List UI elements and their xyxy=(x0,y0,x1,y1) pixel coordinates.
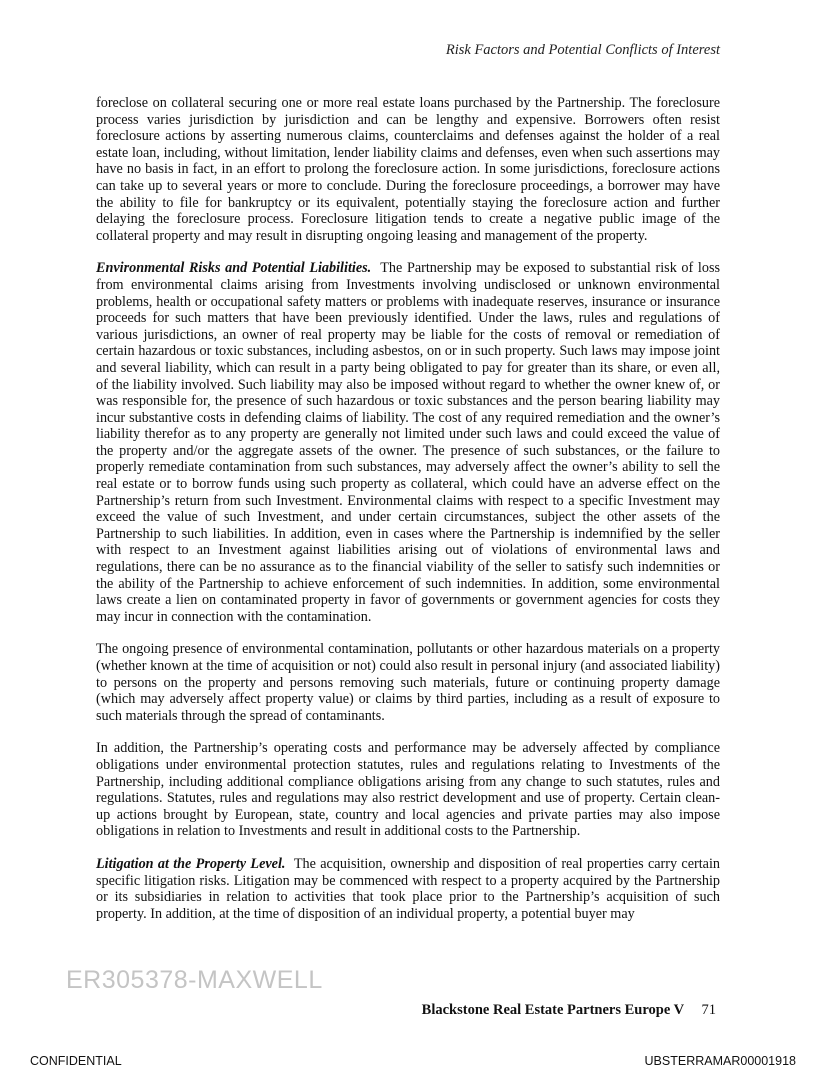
paragraph-text: The acquisition, ownership and disposition of real properties carry certain specific litigation risks. Litigation may be commenced with respect to a property acquired by the Partnership or its subsidiaries in relation to activities that took place prior to the Partnership’s acquisition of such property. In addition, at the time of disposition of an individual property, a potential buyer may xyxy=(96,855,720,922)
paragraph-text: The ongoing presence of environmental contamination, pollutants or other hazardous materials on a property (whether known at the time of acquisition or not) could also result in personal injury (and associated liability) to persons on the property and persons removing such materials, future or continuing property damage (which may adversely affect property value) or claims by third parties, including as a result of exposure to such materials through the spread of contaminants. xyxy=(96,641,720,724)
confidential-stamp: CONFIDENTIAL xyxy=(30,1054,122,1068)
bates-number: UBSTERRAMAR00001918 xyxy=(644,1054,796,1068)
paragraph-text: foreclose on collateral securing one or more real estate loans purchased by the Partnership. The foreclosure process varies jurisdiction by jurisdiction and can be lengthy and expensive. Borrowers often resist foreclosure actions by asserting numerous claims, counterclaims and defenses against the holder of a real estate loan, including, without limitation, lender liability claims and defenses, even when such assertions may have no basis in fact, in an effort to prolong the foreclosure action. In some jurisdictions, foreclosure actions can take up to several years or more to conclude. During the foreclosure proceedings, a borrower may have the ability to file for bankruptcy or its equivalent, potentially staying the foreclosure action and further delaying the foreclosure process. Foreclosure litigation tends to create a negative public image of the collateral property and may result in disrupting ongoing leasing and management of the property. xyxy=(96,95,720,244)
paragraph-litigation xyxy=(96,856,720,922)
paragraph-operating-costs xyxy=(96,740,720,840)
running-header: Risk Factors and Potential Conflicts of Interest xyxy=(445,42,720,58)
fund-name: Blackstone Real Estate Partners Europe V xyxy=(421,1002,684,1018)
paragraph-text: In addition, the Partnership’s operating costs and performance may be adversely affected by compliance obligations under environmental protection statutes, rules and regulations relating to Investments of the Partnership, including additional compliance obligations arising from any change to such statutes, rules and regulations. Statutes, rules and regulations may also restrict development and use of property. Certain clean-up actions brought by European, state, country and local agencies and private parties may also impose obligations in relation to Investments and result in additional costs to the Partnership. xyxy=(96,740,720,840)
page-number: 71 xyxy=(701,1002,716,1018)
paragraph-contamination xyxy=(96,641,720,724)
paragraph-text: The Partnership may be exposed to substantial risk of loss from environmental claims arising from Investments involving undisclosed or unknown environmental problems, health or occupational safety matters or problems with inadequate reserves, insurance or insurance proceeds for such matters that have been previously identified. Under the laws, rules and regulations of various jurisdictions, an owner of real property may be liable for the costs of removal or remediation of certain hazardous or toxic substances, including asbestos, on or in such property. Such laws may impose joint and several liability, which can result in a party being obligated to pay for greater than its share, or even all, of the liability involved. Such liability may also be imposed without regard to whether the owner knew of, or was responsible for, the presence of such hazardous or toxic substances and the person bearing liability may incur substantive costs in defending claims of liability. The cost of any required remediation and the owner’s liability therefor as to any property are generally not limited under such laws and could exceed the value of the property and/or the aggregate assets of the owner. The presence of such substances, or the failure to properly remediate contamination from such substances, may adversely affect the owner’s ability to sell the real estate or to borrow funds using such property as collateral, which could have an adverse effect on the Partnership’s return from such Investment. Environmental claims with respect to a specific Investment may exceed the value of such Investment, and under certain circumstances, subject the other assets of the Partnership to such liabilities. In addition, even in cases where the Partnership is indemnified by the seller with respect to an Investment against liabilities arising out of violations of environmental laws and regulations, there can be no assurance as to the financial viability of the seller to satisfy such indemnities or the ability of the Partnership to achieve enforcement of such indemnities. In addition, some environmental laws create a lien on contaminated property in favor of governments or government agencies for costs they may incur in connection with the contamination. xyxy=(96,260,720,625)
page-footer xyxy=(422,1002,716,1019)
section-heading-litigation: Litigation at the Property Level. xyxy=(96,855,286,872)
watermark: ER305378-MAXWELL xyxy=(66,966,323,994)
section-heading-environmental-risks: Environmental Risks and Potential Liabilities. xyxy=(96,260,372,277)
paragraph-foreclosure xyxy=(96,95,720,244)
paragraph-environmental-risks xyxy=(96,260,720,625)
document-body xyxy=(96,95,720,938)
